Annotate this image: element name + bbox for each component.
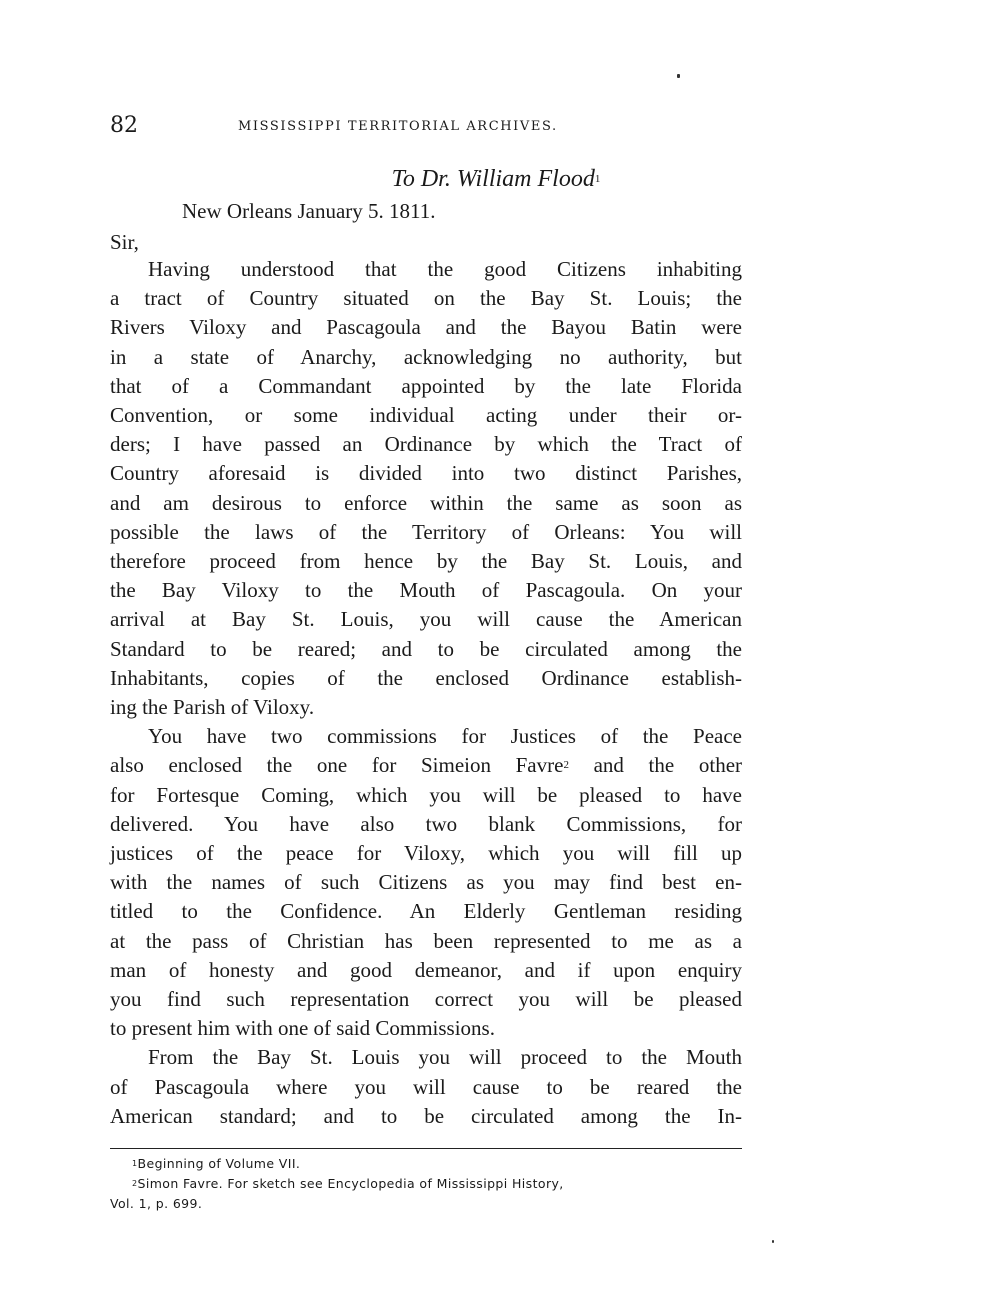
body-line: Rivers Viloxy and Pascagoula and the Bayou Batin were <box>110 315 742 340</box>
letter-body <box>110 255 742 1131</box>
body-line: You have two commissions for Justices of the Peace <box>148 724 742 749</box>
dateline: New Orleans January 5. 1811. <box>182 199 436 223</box>
body-line: and am desirous to enforce within the same as soon as <box>110 490 742 515</box>
body-line: Inhabitants, copies of the enclosed Ordinance establish- <box>110 665 742 690</box>
body-line: a tract of Country situated on the Bay St. Louis; the <box>110 286 742 311</box>
body-line: with the names of such Citizens as you may find best en- <box>110 870 742 895</box>
scan-speck <box>677 74 680 78</box>
body-line: justices of the peace for Viloxy, which you will fill up <box>110 841 742 866</box>
body-line: ders; I have passed an Ordinance by which the Tract of <box>110 432 742 457</box>
body-line: at the pass of Christian has been represented to me as a <box>110 928 742 953</box>
scan-speck <box>772 1240 774 1243</box>
running-head: MISSISSIPPI TERRITORIAL ARCHIVES. <box>238 119 558 134</box>
footnote-2-continued <box>110 1194 742 1214</box>
body-line-favre <box>110 751 742 780</box>
body-line: titled to the Confidence. An Elderly Gentleman residing <box>110 899 742 924</box>
footnote-divider <box>110 1148 742 1149</box>
body-line: possible the laws of the Territory of Orleans: You will <box>110 519 742 544</box>
page-header <box>110 113 742 143</box>
footnote-mark: 1 <box>132 1159 138 1168</box>
body-line: you find such representation correct you will be pleased <box>110 987 742 1012</box>
body-line-favre-tail: and the other <box>568 753 743 778</box>
body-line: for Fortesque Coming, which you will be pleased to have <box>110 782 742 807</box>
body-line: Convention, or some individual acting under their or- <box>110 403 742 428</box>
body-line: ing the Parish of Viloxy. <box>110 695 315 720</box>
body-line: therefore proceed from hence by the Bay St. Louis, and <box>110 549 742 574</box>
footnote-ref-1: 1 <box>594 173 601 185</box>
body-line: delivered. You have also two blank Commissions, for <box>110 811 742 836</box>
body-line: From the Bay St. Louis you will proceed to the Mouth <box>148 1045 742 1070</box>
body-line: Country aforesaid is divided into two distinct Parishes, <box>110 461 742 486</box>
body-line: the Bay Viloxy to the Mouth of Pascagoula. On your <box>110 578 742 603</box>
body-line: of Pascagoula where you will cause to be reared the <box>110 1074 742 1099</box>
body-line: Standard to be reared; and to be circulated among the <box>110 636 742 661</box>
footnote-1 <box>110 1154 742 1174</box>
body-line: arrival at Bay St. Louis, you will cause the American <box>110 607 742 632</box>
footnote-text: Simon Favre. For sketch see Encyclopedia of Mississippi History, <box>137 1176 564 1191</box>
footnotes <box>110 1154 742 1214</box>
footnote-2 <box>110 1174 742 1194</box>
body-line: man of honesty and good demeanor, and if upon enquiry <box>110 957 742 982</box>
footnote-text: Vol. 1, p. 699. <box>110 1196 203 1211</box>
body-line: to present him with one of said Commissions. <box>110 1016 495 1041</box>
footnote-ref-2: 2 <box>563 759 569 772</box>
letter-title-text: To Dr. William Flood <box>391 166 595 192</box>
body-line-favre-text: also enclosed the one for Simeion Favre <box>110 753 564 778</box>
body-line: in a state of Anarchy, acknowledging no authority, but <box>110 344 742 369</box>
letter-title <box>0 165 992 193</box>
body-line: Having understood that the good Citizens inhabiting <box>148 257 742 281</box>
body-line: that of a Commandant appointed by the late Florida <box>110 373 742 398</box>
body-line: American standard; and to be circulated among the In- <box>110 1103 742 1128</box>
footnote-mark: 2 <box>132 1179 138 1188</box>
footnote-text: Beginning of Volume VII. <box>137 1156 301 1171</box>
page-number: 82 <box>110 113 138 138</box>
salutation: Sir, <box>110 230 139 254</box>
